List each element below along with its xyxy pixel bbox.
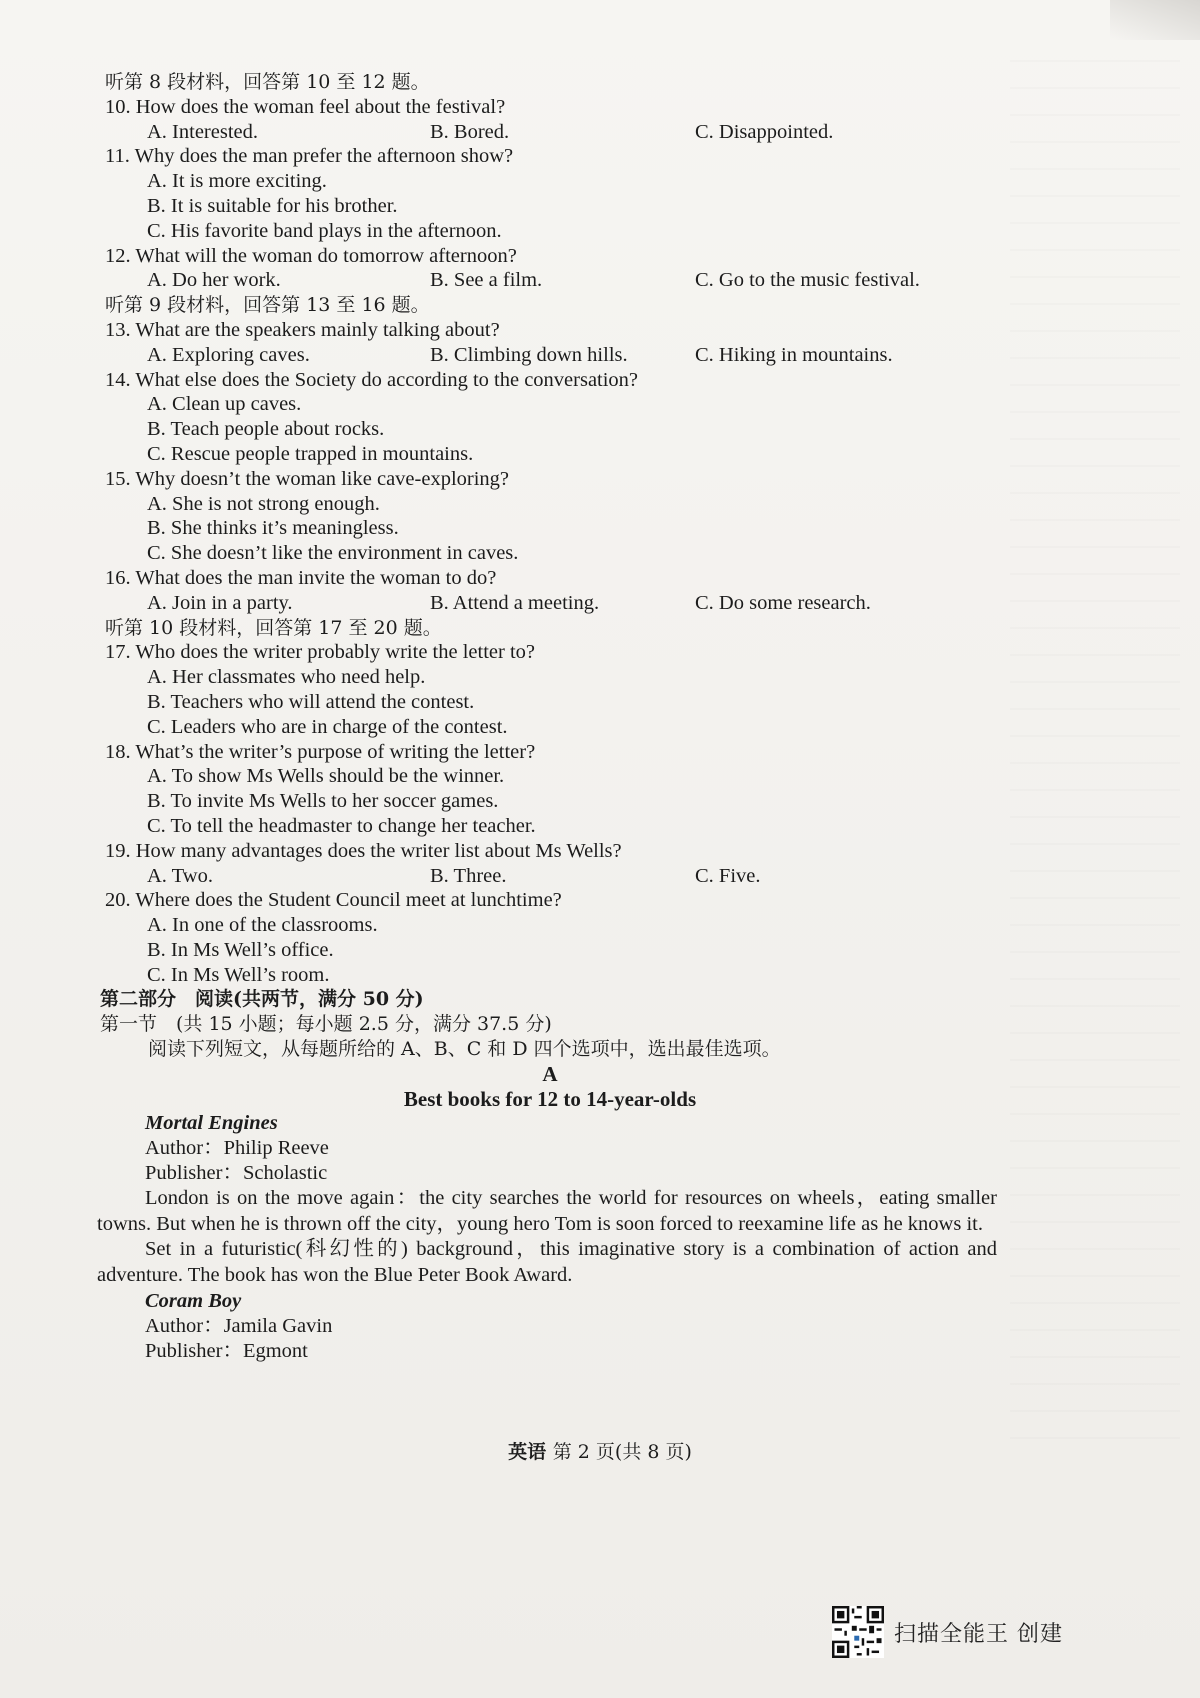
answer-options-row — [105, 120, 1095, 145]
section-header: 听第 9 段材料，回答第 13 至 16 题。 — [105, 294, 430, 317]
answer-option-b: B. Bored. — [430, 120, 510, 143]
question-stem: 12. What will the woman do tomorrow afternoon? — [105, 244, 517, 267]
answer-option: C. Rescue people trapped in mountains. — [147, 442, 474, 465]
question-stem: 11. Why does the man prefer the afternoon show? — [105, 145, 514, 168]
answer-option: A. In one of the classrooms. — [147, 914, 378, 937]
listening-questions — [105, 70, 1095, 987]
page-corner-shadow — [1110, 0, 1200, 40]
answer-options-row — [105, 343, 1095, 368]
answer-options-row — [105, 591, 1095, 616]
answer-option: A. It is more exciting. — [147, 170, 327, 193]
answer-option: B. She thinks it’s meaningless. — [147, 517, 399, 540]
answer-option-c: C. Do some research. — [695, 591, 871, 614]
answer-option: A. Her classmates who need help. — [147, 666, 426, 689]
question-stem: 13. What are the speakers mainly talking about? — [105, 318, 500, 341]
answer-option-c: C. Go to the music festival. — [695, 269, 920, 292]
answer-option: B. To invite Ms Wells to her soccer games. — [147, 790, 499, 813]
page-footer — [0, 1437, 1200, 1464]
part-two-title: 第二部分 阅读(共两节，满分 50 分) — [100, 988, 424, 1011]
book-author: Author：Philip Reeve — [145, 1137, 329, 1160]
answer-option: A. Clean up caves. — [147, 393, 302, 416]
question-stem: 16. What does the man invite the woman to do? — [105, 566, 497, 589]
answer-option: B. It is suitable for his brother. — [147, 194, 398, 217]
book-title: Coram Boy — [145, 1290, 242, 1313]
question-stem: 17. Who does the writer probably write the letter to? — [105, 641, 535, 664]
question-stem: 18. What’s the writer’s purpose of writing the letter? — [105, 740, 536, 763]
book-description: Set in a futuristic(科幻性的) background，this imaginative story is a combination of action and adventure. The book has won the Blue Peter Book Award. — [97, 1238, 997, 1287]
answer-option: B. In Ms Well’s office. — [147, 938, 334, 961]
footer-subject: 英语 — [508, 1441, 547, 1463]
book-publisher: Publisher：Egmont — [145, 1339, 308, 1362]
answer-option-a: A. Exploring caves. — [147, 343, 310, 366]
book-title: Mortal Engines — [145, 1112, 278, 1135]
answer-option: A. To show Ms Wells should be the winner. — [147, 765, 505, 788]
book-list — [97, 1111, 1095, 1363]
answer-option: C. His favorite band plays in the afternoon. — [147, 219, 502, 242]
scanner-watermark — [832, 1606, 1063, 1658]
passage-title: Best books for 12 to 14-year-olds — [403, 1086, 697, 1111]
answer-option: C. Leaders who are in charge of the contest. — [147, 715, 508, 738]
section-one-title: 第一节 (共 15 小题；每小题 2.5 分，满分 37.5 分) — [100, 1013, 552, 1036]
qr-code-icon — [832, 1606, 884, 1658]
book-publisher: Publisher：Scholastic — [145, 1162, 328, 1185]
answer-option-b: B. Attend a meeting. — [430, 591, 600, 614]
scanner-label: 扫描全能王 创建 — [894, 1621, 1063, 1647]
answer-option-b: B. Three. — [430, 864, 507, 887]
answer-option-c: C. Five. — [695, 864, 761, 887]
book-description: London is on the move again：the city searches the world for resources on wheels，eating smaller towns. But when he is thrown off the city，young hero Tom is soon forced to reexamine life as he knows it. — [97, 1186, 997, 1235]
answer-option-a: A. Interested. — [147, 120, 258, 143]
reading-instruction: 阅读下列短文，从每题所给的 A、B、C 和 D 四个选项中，选出最佳选项。 — [148, 1038, 781, 1061]
question-stem: 20. Where does the Student Council meet at lunchtime? — [105, 889, 562, 912]
section-header: 听第 8 段材料，回答第 10 至 12 题。 — [105, 71, 430, 93]
book-author: Author：Jamila Gavin — [145, 1314, 333, 1337]
answer-option-a: A. Two. — [147, 864, 213, 887]
answer-option-b: B. See a film. — [430, 269, 543, 292]
answer-option-a: A. Do her work. — [147, 269, 281, 292]
answer-option: C. In Ms Well’s room. — [147, 963, 330, 986]
passage-letter: A — [542, 1061, 558, 1086]
answer-option: B. Teach people about rocks. — [147, 418, 385, 441]
footer-page-number: 第 2 页(共 8 页) — [552, 1441, 692, 1463]
question-stem: 19. How many advantages does the writer list about Ms Wells? — [105, 839, 622, 862]
page-content — [97, 70, 1095, 1363]
answer-option-c: C. Hiking in mountains. — [695, 343, 893, 366]
answer-options-row — [105, 864, 1095, 889]
answer-option: C. She doesn’t like the environment in caves. — [147, 542, 519, 565]
answer-option-b: B. Climbing down hills. — [430, 343, 628, 366]
section-header: 听第 10 段材料，回答第 17 至 20 题。 — [105, 616, 442, 639]
answer-options-row — [105, 268, 1095, 293]
answer-option: C. To tell the headmaster to change her teacher. — [147, 814, 536, 837]
answer-option-c: C. Disappointed. — [695, 120, 834, 143]
question-stem: 14. What else does the Society do according to the conversation? — [105, 368, 639, 391]
answer-option: A. She is not strong enough. — [147, 492, 380, 515]
question-stem: 15. Why doesn’t the woman like cave-exploring? — [105, 467, 510, 490]
answer-option: B. Teachers who will attend the contest. — [147, 690, 475, 713]
question-stem: 10. How does the woman feel about the festival? — [105, 95, 506, 118]
answer-option-a: A. Join in a party. — [147, 591, 293, 614]
